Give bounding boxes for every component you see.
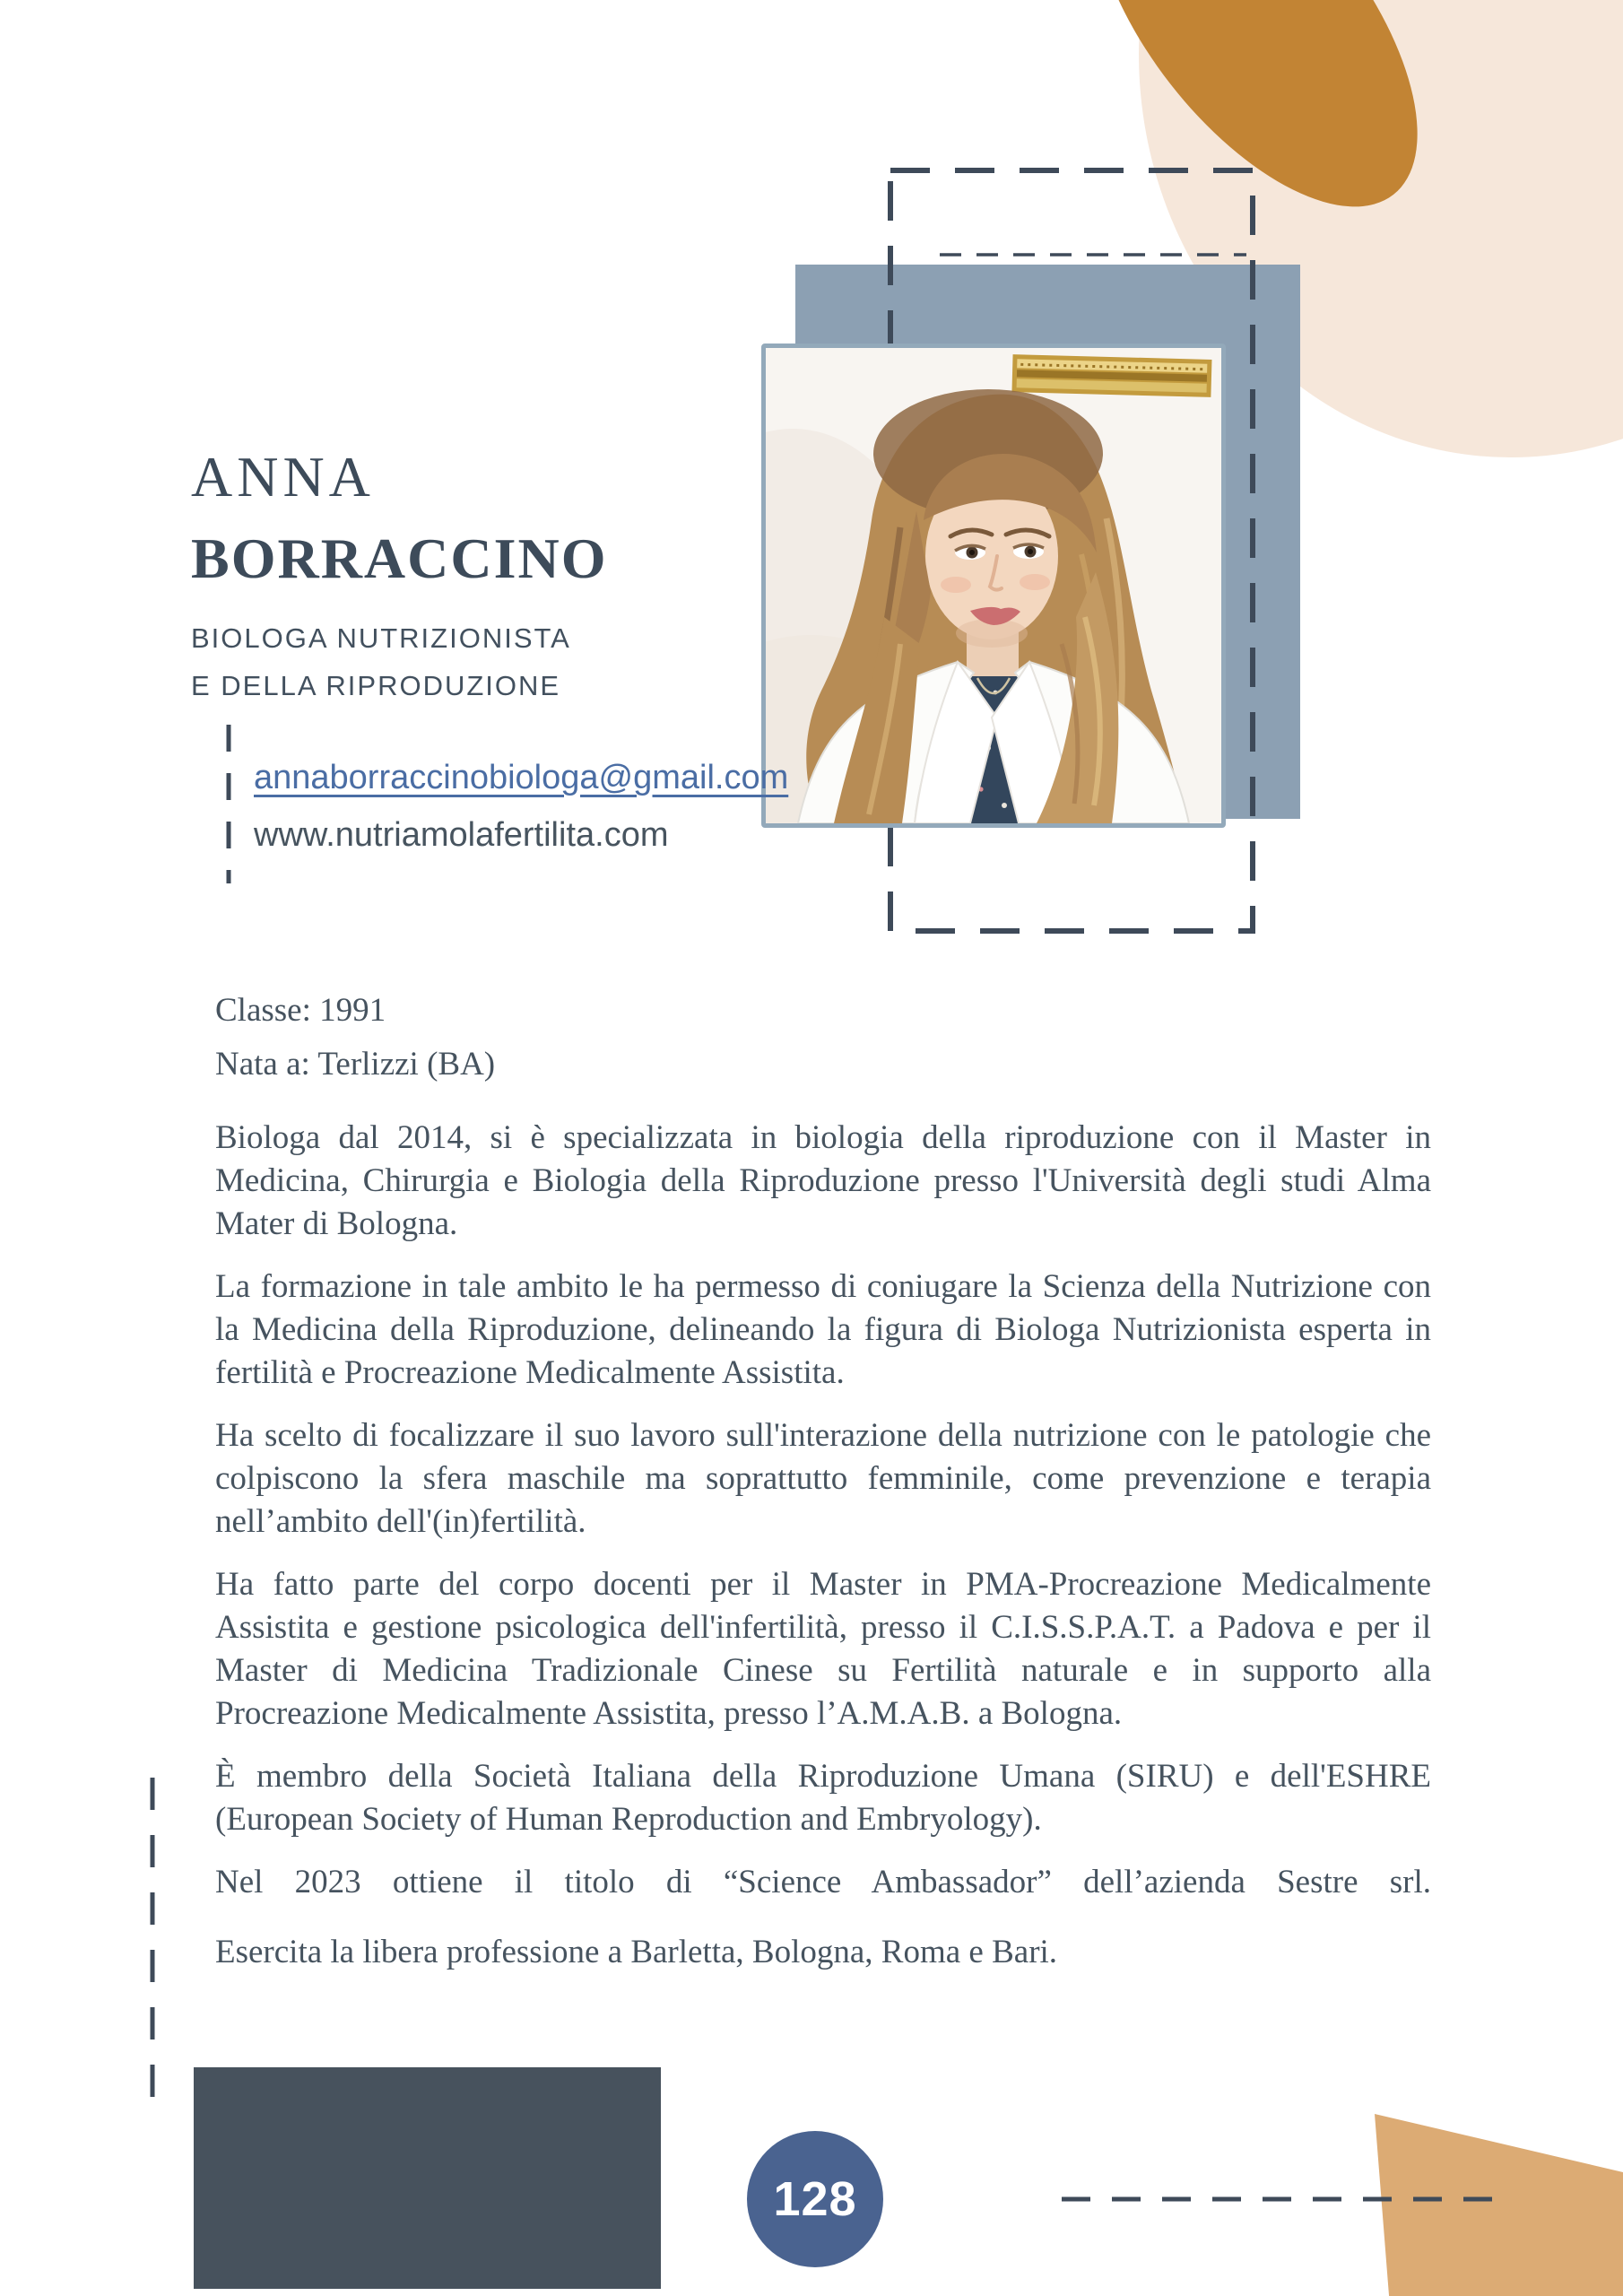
page-number-badge xyxy=(747,2131,883,2267)
bio-birth-line: Nata a: Terlizzi (BA) xyxy=(215,1046,496,1083)
website-text: www.nutriamolafertilita.com xyxy=(254,816,669,854)
profession-subtitle-line2: E DELLA RIPRODUZIONE xyxy=(191,670,561,701)
bio-paragraph: Nel 2023 ottiene il titolo di “Science Ambassador” dell’azienda Sestre srl. xyxy=(215,1864,1431,1900)
gold-frame-on-wall xyxy=(1011,354,1211,397)
footer-slate-rectangle xyxy=(194,2067,661,2289)
last-name-heading: BORRACCINO xyxy=(191,526,608,590)
bio-paragraph: Ha scelto di focalizzare il suo lavoro sull'interazione della nutrizione con le patologie che colpiscono la sfera maschile ma soprattutto femminile, come prevenzione e terapia nell’ambito dell'(in)fertilità. xyxy=(215,1417,1431,1540)
page-number: 128 xyxy=(773,2172,857,2226)
portrait-photo xyxy=(761,344,1226,828)
bio-paragraph: È membro della Società Italiana della Riproduzione Umana (SIRU) e dell'ESHRE (European Society of Human Reproduction and Embryology). xyxy=(215,1758,1431,1838)
biography-text xyxy=(215,989,1431,1994)
bio-class-line: Classe: 1991 xyxy=(215,992,386,1029)
profile-header xyxy=(191,445,608,709)
first-name-heading: ANNA xyxy=(191,445,375,509)
profession-subtitle-line1: BIOLOGA NUTRIZIONISTA xyxy=(191,622,571,654)
bio-paragraph: Ha fatto parte del corpo docenti per il Master in PMA-Procreazione Medicalmente Assistita e gestione psicologica dell'infertilità, presso il C.I.S.S.P.A.T. a Padova e per il Master di Medicina Tradizionale Cinese su Fertilità naturale e in supporto alla Procreazione Medicalmente Assistita, presso l’A.M.A.B. a Bologna. xyxy=(215,1566,1431,1732)
tan-wedge-decoration xyxy=(1375,2114,1623,2296)
email-link[interactable]: annaborraccinobiologa@gmail.com xyxy=(254,759,789,796)
contact-block xyxy=(254,759,788,855)
bio-paragraph: Biologa dal 2014, si è specializzata in biologia della riproduzione con il Master in Medicina, Chirurgia e Biologia della Riproduzione presso l'Università degli studi Alma Mater di Bologna. xyxy=(215,1119,1431,1242)
bio-paragraph: La formazione in tale ambito le ha permesso di coniugare la Scienza della Nutrizione con la Medicina della Riproduzione, delineando la figura di Biologa Nutrizionista esperta in fertilità e Procreazione Medicalmente Assistita. xyxy=(215,1268,1431,1391)
bio-paragraph: Esercita la libera professione a Barletta, Bologna, Roma e Bari. xyxy=(215,1934,1058,1970)
